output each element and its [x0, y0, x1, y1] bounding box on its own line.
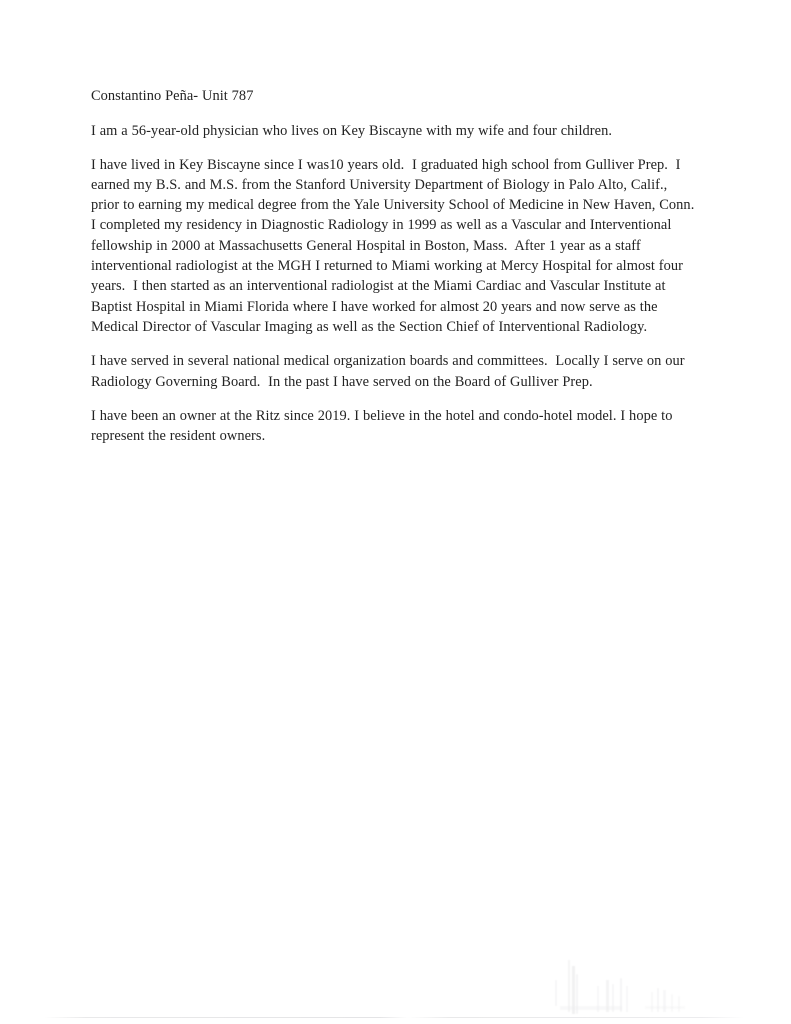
scanner-edge-line — [44, 1017, 744, 1018]
paragraph-introduction: I am a 56-year-old physician who lives on Key Biscayne with my wife and four children. — [91, 123, 612, 140]
document-heading: Constantino Peña- Unit 787 — [91, 88, 254, 104]
paragraph-ownership-statement: I have been an owner at the Ritz since 2019. I believe in the hotel and condo-hotel model. I hope to represent the resident owners. — [91, 407, 677, 445]
paragraph-board-service: I have served in several national medical organization boards and committees. Locally I serve on our Radiology Governing Board. In the past I have served on the Board of Gulliver Prep. — [91, 353, 689, 390]
scanner-smudge-artifacts — [0, 940, 791, 1024]
document-text-body — [91, 86, 703, 460]
paragraph-education-and-career: I have lived in Key Biscayne since I was10 years old. I graduated high school from Gulliver Prep. I earned my B.S. and M.S. from the Stanford University Department of Biology in Palo Alto, Calif., prior to earning my medical degree from the Yale University School of Medicine in New Haven, Conn. I completed my residency in Diagnostic Radiology in 1999 as well as a Vascular and Interventional fellowship in 2000 at Massachusetts General Hospital in Boston, Mass. After 1 year as a staff interventional radiologist at the MGH I returned to Miami working at Mercy Hospital for almost four years. I then started as an interventional radiologist at the Miami Cardiac and Vascular Institute at Baptist Hospital in Miami Florida where I have worked for almost 20 years and now serve as the Medical Director of Vascular Imaging as well as the Section Chief of Interventional Radiology. — [91, 156, 703, 335]
